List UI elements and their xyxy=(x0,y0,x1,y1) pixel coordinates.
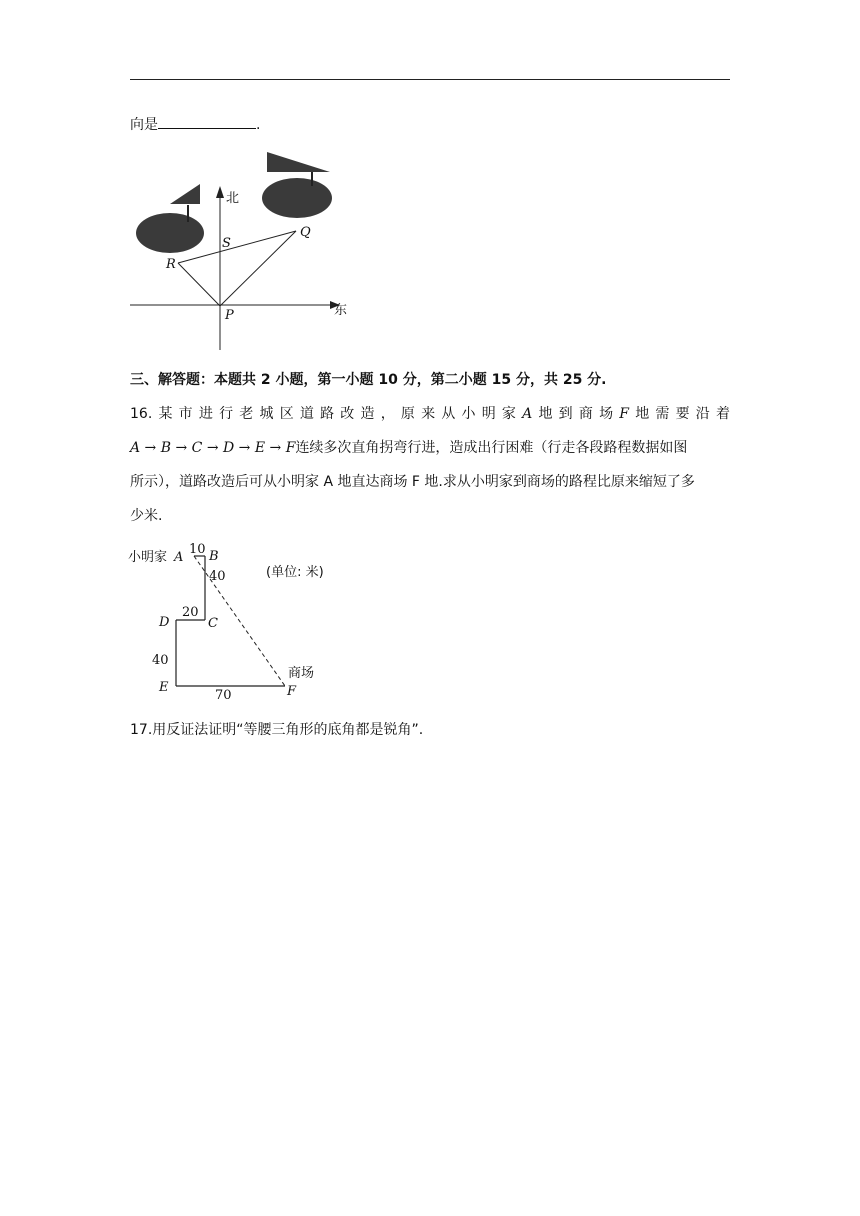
q16-char: 地 xyxy=(635,406,650,422)
q16-char: 改 xyxy=(340,406,355,422)
label-D: D xyxy=(159,615,170,630)
q16-char: 到 xyxy=(558,406,573,422)
section-heading: 三、解答题：本题共 2 小题，第一小题 10 分，第二小题 15 分，共 25 分. xyxy=(130,372,607,388)
q16-char: 区 xyxy=(279,406,294,422)
q16-char: ， xyxy=(380,406,395,422)
q16-char: 地 xyxy=(538,406,553,422)
q16-line3: 所示），道路改造后可从小明家 A 地直达商场 F 地.求从小明家到商场的路程比原来缩短了多 xyxy=(130,474,695,490)
length-DE: 40 xyxy=(152,653,169,668)
island-left xyxy=(136,213,204,253)
q16-char: 路 xyxy=(320,406,335,422)
flag-right xyxy=(267,152,330,172)
q16-path-expression: A → B → C → D → E → F xyxy=(130,440,296,456)
q15-end: . xyxy=(256,117,261,133)
length-AB: 10 xyxy=(189,542,206,557)
q15-text: 向是 xyxy=(130,117,158,133)
q16-char: 要 xyxy=(675,406,690,422)
q16-char: 城 xyxy=(259,406,274,422)
q16-char: 道 xyxy=(299,406,314,422)
q16-char: 造 xyxy=(360,406,375,422)
q16-char: 行 xyxy=(219,406,234,422)
q16-char: 老 xyxy=(239,406,254,422)
north-arrow xyxy=(216,186,224,198)
q16-char: 着 xyxy=(716,406,730,422)
q16-char: 市 xyxy=(178,406,193,422)
length-BC: 40 xyxy=(209,569,226,584)
answer-blank[interactable] xyxy=(158,114,256,129)
q16-point-A: A xyxy=(522,406,533,422)
label-S: S xyxy=(222,236,231,251)
q16-char: 小 xyxy=(461,406,476,422)
label-A: A xyxy=(174,550,184,565)
q16-line2-text: 连续多次直角拐弯行进，造成出行困难（行走各段路程数据如图 xyxy=(295,440,688,456)
q16-line2 xyxy=(130,438,687,458)
figure-compass xyxy=(130,150,360,350)
q15-tail xyxy=(130,114,260,135)
header-rule xyxy=(130,79,730,80)
label-P: P xyxy=(225,308,234,323)
label-C: C xyxy=(208,616,218,631)
q16-line4: 少米. xyxy=(130,508,163,524)
island-right xyxy=(262,178,332,218)
q16-char: 需 xyxy=(655,406,670,422)
q16-char: 沿 xyxy=(695,406,710,422)
home-label: 小明家 xyxy=(128,550,168,565)
q16-char: 某 xyxy=(158,406,173,422)
mall-label: 商场 xyxy=(288,666,315,681)
q16-char: 原 xyxy=(400,406,415,422)
label-Q: Q xyxy=(300,225,311,240)
q16-point-F: F xyxy=(619,406,629,422)
unit-label: (单位: 米) xyxy=(266,565,324,580)
q16-char: 场 xyxy=(599,406,614,422)
length-CD: 20 xyxy=(182,605,199,620)
q17-text: 17.用反证法证明“等腰三角形的底角都是锐角”. xyxy=(130,722,424,738)
label-R: R xyxy=(166,257,176,272)
q16-char: 家 xyxy=(501,406,516,422)
label-F: F xyxy=(287,684,297,699)
label-east: 东 xyxy=(334,303,348,318)
q16-char: 商 xyxy=(578,406,593,422)
label-B: B xyxy=(209,549,219,564)
label-E: E xyxy=(159,680,169,695)
q16-char: 进 xyxy=(198,406,213,422)
segment-RP xyxy=(178,263,220,306)
label-north: 北 xyxy=(226,191,240,206)
flag-left xyxy=(170,184,200,204)
length-EF: 70 xyxy=(215,688,232,703)
q16-char: 从 xyxy=(441,406,456,422)
q16-char: 明 xyxy=(481,406,496,422)
q16-char: 来 xyxy=(421,406,436,422)
segment-PQ xyxy=(220,231,296,306)
q16-char: 16. xyxy=(130,406,153,422)
figure-route xyxy=(128,540,348,705)
q16-line1 xyxy=(130,404,730,424)
